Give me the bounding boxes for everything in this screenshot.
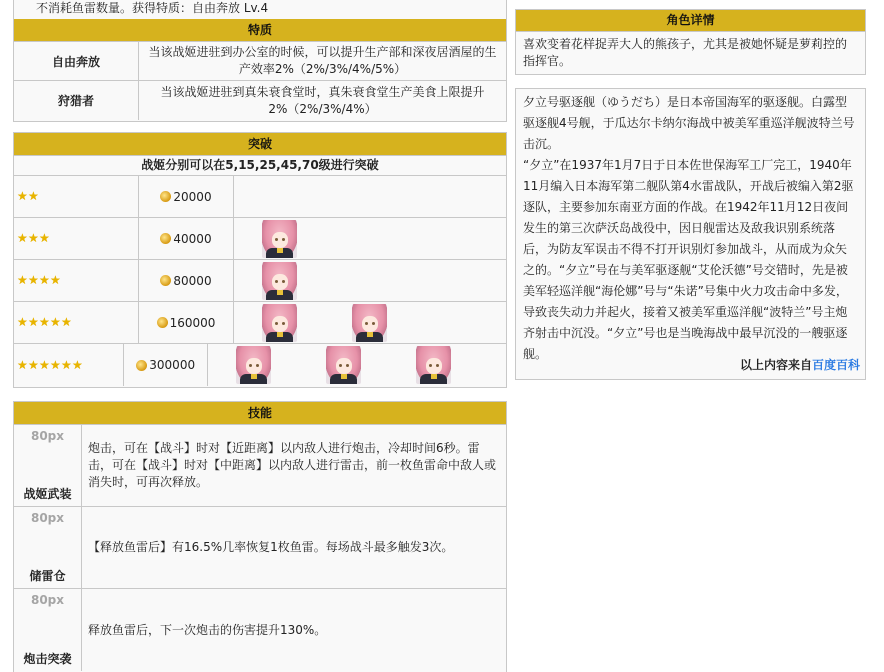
star-icon: ★ — [17, 189, 28, 203]
skill-name: 战姬武装 — [23, 487, 72, 501]
trait-row — [14, 81, 506, 120]
breakthrough-stars — [14, 260, 139, 301]
star-icon: ★ — [17, 315, 28, 329]
breakthrough-portraits — [234, 260, 506, 301]
coin-amount: 20000 — [173, 189, 212, 204]
skills-panel — [13, 401, 507, 672]
breakthrough-portraits — [234, 176, 506, 217]
breakthrough-cost — [124, 344, 208, 386]
coin-amount: 80000 — [173, 273, 212, 288]
trait-name: 狩猎者 — [14, 81, 139, 120]
star-icon: ★ — [50, 357, 61, 372]
breakthrough-cost — [139, 302, 234, 343]
star-icon: ★ — [28, 189, 39, 203]
skill-row — [14, 589, 506, 671]
breakthrough-row — [14, 176, 506, 218]
star-icon: ★ — [17, 357, 28, 372]
skill-icon-placeholder: 80px — [30, 511, 65, 525]
star-icon: ★ — [17, 273, 28, 287]
breakthrough-row — [14, 260, 506, 302]
skill-desc: 释放鱼雷后，下一次炮击的伤害提升130%。 — [88, 622, 327, 637]
breakthrough-stars — [14, 302, 139, 343]
bio-paragraph: “夕立”在1937年1月7日于日本佐世保海军工厂完工，1940年11月编入日本海军第二舰队第4水雷战队，开战后被编入第2驱逐队，主要参加东南亚方面的作战。在1942年11月12日夜间发生的第三次萨沃岛战役中，因日舰雷达及敌我识别系统落后，为防友军误击不得不打开识别灯参加战斗，从而成为众矢之的。“夕立”号在与美军驱逐舰“艾伦沃德”号交错时，先是被美军轻巡洋舰“海伦娜”号与“朱诺”号集中火力攻击命中多发，导致丧失动力并起火，接着又被美军重巡洋舰“波特兰”号主炮齐射击中沉没。“夕立”号也是当晚海战中最早沉没的一艘驱逐舰。 — [523, 158, 854, 361]
bio-source — [740, 356, 860, 373]
star-icon: ★ — [28, 273, 39, 287]
star-icon: ★ — [72, 357, 83, 372]
bio-paragraph: 夕立号驱逐舰（ゆうだち）是日本帝国海军的驱逐舰。白露型驱逐舰4号舰，于瓜达尔卡纳尔海战中被美军重巡洋舰波特兰号击沉。 — [523, 95, 855, 151]
trait-row — [14, 42, 506, 81]
skill-icon-cell — [14, 425, 82, 506]
coin-amount: 40000 — [173, 231, 212, 246]
star-icon: ★ — [28, 357, 39, 372]
skill-row — [14, 425, 506, 507]
breakthrough-row — [14, 218, 506, 260]
breakthrough-portraits — [234, 302, 506, 343]
character-detail-header: 角色详情 — [516, 10, 865, 32]
breakthrough-stars — [14, 218, 139, 259]
star-icon: ★ — [39, 273, 50, 287]
breakthrough-header: 突破 — [14, 133, 506, 156]
star-icon: ★ — [61, 357, 72, 372]
traits-panel — [13, 19, 507, 122]
skill-icon-cell — [14, 589, 82, 671]
character-detail-panel — [515, 9, 866, 75]
breakthrough-cost — [139, 218, 234, 259]
character-portrait-icon — [236, 346, 271, 384]
star-icon: ★ — [50, 315, 61, 329]
bio-source-prefix: 以上内容来自 — [739, 358, 812, 372]
trait-desc: 当该战姬进驻到真朱衰食堂时，真朱衰食堂生产美食上限提升2%（2%/3%/4%） — [160, 84, 485, 116]
coin-icon — [157, 317, 168, 328]
bio-text — [516, 89, 865, 365]
coin-icon — [136, 360, 147, 371]
character-portrait-icon — [262, 220, 297, 258]
breakthrough-portraits — [234, 218, 506, 259]
skills-header: 技能 — [14, 402, 506, 425]
coin-icon — [160, 233, 171, 244]
star-icon: ★ — [28, 315, 39, 329]
breakthrough-panel — [13, 132, 507, 388]
star-icon: ★ — [28, 231, 39, 245]
breakthrough-portraits — [208, 344, 506, 386]
skill-icon-cell — [14, 507, 82, 588]
star-icon: ★ — [61, 315, 72, 329]
character-portrait-icon — [262, 304, 297, 342]
coin-amount: 300000 — [149, 358, 196, 372]
breakthrough-row — [14, 302, 506, 344]
trait-level-note: 不消耗鱼雷数量。获得特质：自由奔放 Lv.4 — [13, 0, 507, 19]
character-portrait-icon — [326, 346, 361, 384]
skill-icon-placeholder: 80px — [30, 429, 65, 443]
trait-desc: 当该战姬进驻到办公室的时候，可以提升生产部和深夜居酒屋的生产效率2%（2%/3%/4%/5%） — [148, 45, 497, 76]
character-portrait-icon — [416, 346, 451, 384]
breakthrough-stars — [14, 344, 124, 386]
star-icon: ★ — [50, 273, 61, 287]
skill-row — [14, 507, 506, 589]
breakthrough-row — [14, 344, 506, 386]
coin-icon — [160, 275, 171, 286]
traits-header: 特质 — [14, 19, 506, 42]
breakthrough-subheader: 战姬分别可以在5,15,25,45,70级进行突破 — [14, 156, 506, 176]
breakthrough-rows — [14, 176, 506, 386]
skill-desc: 炮击，可在【战斗】时对【近距离】以内敌人进行炮击，冷却时间6秒。雷击，可在【战斗】时对【中距离】以内敌人进行雷击，前一枚鱼雷命中敌人或消失时，可再次释放。 — [88, 441, 497, 489]
bio-panel — [515, 88, 866, 380]
character-portrait-icon — [262, 262, 297, 300]
coin-amount: 160000 — [169, 315, 216, 330]
baidu-baike-link[interactable]: 百度百科 — [811, 358, 860, 372]
breakthrough-cost — [139, 260, 234, 301]
breakthrough-cost — [139, 176, 234, 217]
star-icon: ★ — [39, 231, 50, 245]
coin-icon — [160, 191, 171, 202]
star-icon: ★ — [17, 231, 28, 245]
skill-name: 储雷仓 — [29, 569, 66, 583]
character-detail-text: 喜欢变着花样捉弄大人的熊孩子，尤其是被她怀疑是萝莉控的指挥官。 — [523, 37, 848, 68]
skill-desc: 【释放鱼雷后】有16.5%几率恢复1枚鱼雷。每场战斗最多触发3次。 — [88, 540, 454, 554]
star-icon: ★ — [39, 315, 50, 329]
character-portrait-icon — [352, 304, 387, 342]
star-icon: ★ — [39, 357, 50, 372]
breakthrough-stars — [14, 176, 139, 217]
skill-icon-placeholder: 80px — [30, 593, 65, 607]
skill-name: 炮击突袭 — [23, 652, 72, 666]
trait-name: 自由奔放 — [14, 42, 139, 80]
